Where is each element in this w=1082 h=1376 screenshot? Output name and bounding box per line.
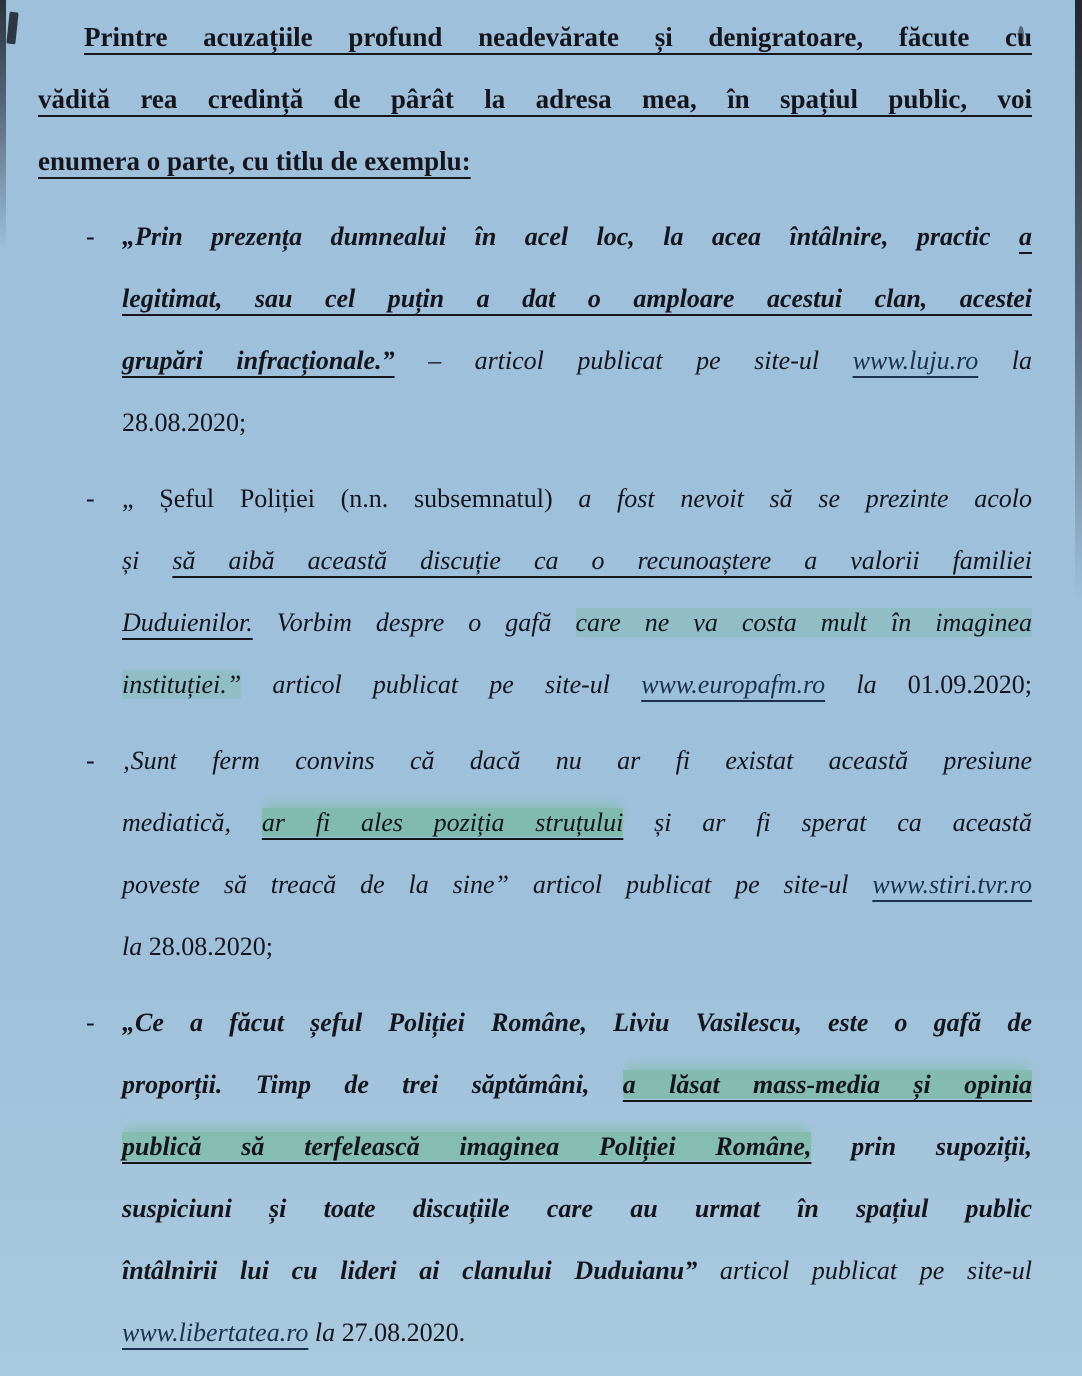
url-text: www.europafm.ro xyxy=(641,670,826,699)
text-segment: la xyxy=(122,932,149,961)
text-line xyxy=(122,992,1032,1054)
bullet-item-4 xyxy=(38,992,1032,1364)
bullet-item-3 xyxy=(38,730,1032,978)
text-line xyxy=(122,1054,1032,1116)
bullet-dash: - xyxy=(86,746,95,775)
text-segment: 28.08.2020; xyxy=(148,932,273,961)
text-segment: – articol publicat pe site-ul xyxy=(428,346,853,375)
text-line xyxy=(122,1240,1032,1302)
text-segment: legitimat, sau cel puțin a dat o amploare acestui clan, acestei xyxy=(122,284,1032,313)
text-line xyxy=(122,1302,1032,1364)
bullet-dash: - xyxy=(86,222,95,251)
text-line xyxy=(122,916,1032,978)
text-segment: și xyxy=(122,546,173,575)
text-segment: instituției.” xyxy=(122,670,242,699)
text-segment: și ar fi sperat ca această xyxy=(623,808,1032,837)
text-line xyxy=(122,530,1032,592)
url-text: www.luju.ro xyxy=(852,346,979,375)
text-line xyxy=(38,68,1032,130)
text-segment: „Prin prezența dumnealui în acel loc, la acea întâlnire, practic xyxy=(122,222,1019,251)
text-segment: ‚Sunt ferm convins că dacă nu ar fi existat această presiune xyxy=(122,746,1032,775)
heading-paragraph xyxy=(38,6,1032,192)
scan-edge-artifact-right xyxy=(1075,0,1082,600)
url-text: www.libertatea.ro xyxy=(122,1318,309,1347)
text-segment: articol publicat pe site-ul xyxy=(241,670,642,699)
text-line xyxy=(122,592,1032,654)
scan-edge-artifact-left xyxy=(0,0,6,250)
url-text: www.stiri.tvr.ro xyxy=(872,870,1032,899)
text-segment: articol publicat pe site-ul xyxy=(719,1256,1032,1285)
text-line xyxy=(122,1178,1032,1240)
bullet-text xyxy=(122,206,1032,454)
text-segment: proporții. Timp de trei săptămâni, xyxy=(122,1070,623,1099)
bullet-dash: - xyxy=(86,1008,95,1037)
text-segment: suspiciuni și toate discuțiile care au urmat în spațiul public xyxy=(122,1194,1032,1223)
bullet-item-2 xyxy=(38,468,1032,716)
text-line xyxy=(122,654,1032,716)
text-segment: „ Șeful Poliției (n.n. subsemnatul) xyxy=(122,484,579,513)
text-segment xyxy=(395,346,429,375)
text-segment: 27.08.2020. xyxy=(341,1318,466,1347)
text-segment: mediatică, xyxy=(122,808,262,837)
text-segment: vădită rea credință de pârât la adresa mea, în spațiul public, voi xyxy=(38,84,1032,114)
text-segment: ar fi ales poziția struțului xyxy=(261,808,624,837)
bullet-text xyxy=(122,992,1032,1364)
bullet-text xyxy=(122,468,1032,716)
text-segment: a lăsat mass-media și opinia xyxy=(622,1070,1032,1099)
text-line xyxy=(122,268,1032,330)
bullet-dash: - xyxy=(86,484,95,513)
text-segment: Printre acuzațiile profund neadevărate și denigratoare, făcute cu xyxy=(84,22,1032,52)
text-line xyxy=(122,206,1032,268)
text-segment: „Ce a făcut șeful Poliției Române, Liviu Vasilescu, este o gafă de xyxy=(122,1008,1032,1037)
text-segment: 28.08.2020; xyxy=(122,408,247,437)
text-segment: Vorbim despre o gafă xyxy=(252,608,576,637)
text-line xyxy=(122,730,1032,792)
text-segment: a xyxy=(1019,222,1032,251)
text-line xyxy=(122,1116,1032,1178)
text-segment: la xyxy=(308,1318,342,1347)
text-segment: Duduienilor. xyxy=(122,608,253,637)
text-line xyxy=(122,392,1032,454)
text-segment: grupări infracționale.” xyxy=(122,346,395,375)
document-content xyxy=(38,6,1032,1364)
text-segment: a fost nevoit să se prezinte acolo xyxy=(578,484,1033,513)
text-segment: la xyxy=(978,346,1032,375)
bullet-item-1 xyxy=(38,206,1032,454)
text-line xyxy=(122,468,1032,530)
text-segment: enumera o parte, cu titlu de exemplu: xyxy=(38,146,471,176)
text-segment: prin supoziții, xyxy=(811,1132,1032,1161)
text-line xyxy=(122,330,1032,392)
text-line xyxy=(38,6,1032,68)
text-segment: publică să terfelească imaginea Poliției Române, xyxy=(122,1132,812,1161)
text-line xyxy=(122,854,1032,916)
text-segment: 01.09.2020; xyxy=(907,670,1032,699)
text-segment: să aibă această discuție ca o recunoaștere a valorii familiei xyxy=(172,546,1033,575)
text-line xyxy=(122,792,1032,854)
text-segment: care ne va costa mult în imaginea xyxy=(575,608,1032,637)
scan-smudge-mark xyxy=(6,12,18,45)
text-segment: poveste să treacă de la sine” articol publicat pe site-ul xyxy=(122,870,873,899)
bullet-text xyxy=(122,730,1032,978)
text-line xyxy=(38,130,1032,192)
text-segment: la xyxy=(825,670,908,699)
text-segment: întâlnirii lui cu lideri ai clanului Duduianu” xyxy=(122,1256,720,1285)
